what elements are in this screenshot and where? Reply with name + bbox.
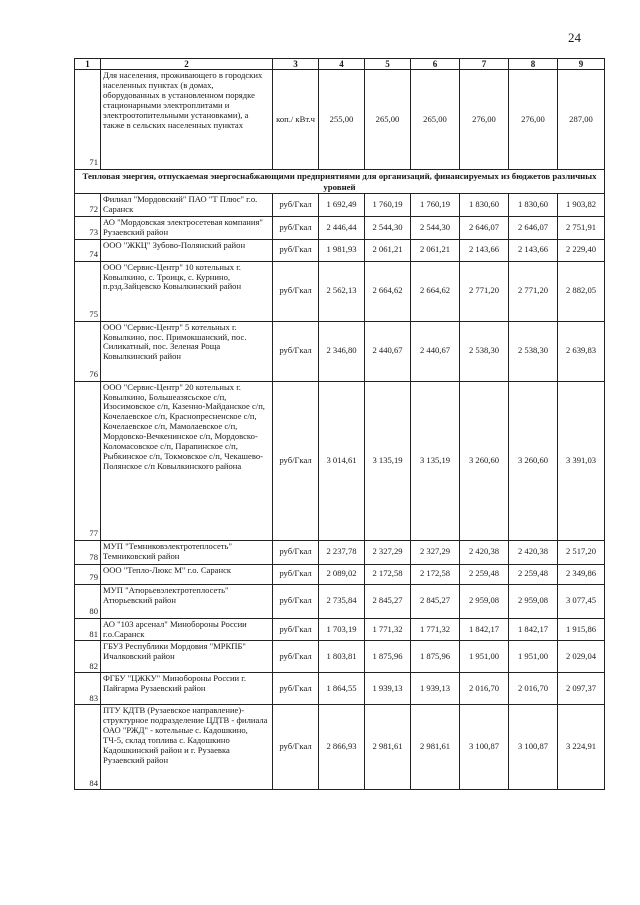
column-header: 9: [558, 59, 605, 70]
tariff-value: 2 016,70: [460, 673, 509, 705]
tariff-value: 2 172,58: [411, 564, 460, 584]
table-row: [75, 70, 605, 170]
row-number: 72: [75, 193, 101, 216]
unit: руб/Гкал: [273, 705, 319, 790]
row-number: 80: [75, 584, 101, 618]
tariff-value: 3 260,60: [509, 381, 558, 540]
tariff-value: 1 951,00: [509, 641, 558, 673]
tariff-table: [74, 58, 605, 790]
tariff-value: 1 864,55: [319, 673, 365, 705]
table-row: [75, 705, 605, 790]
tariff-value: 2 143,66: [509, 239, 558, 261]
tariff-value: 276,00: [460, 70, 509, 170]
tariff-value: 2 517,20: [558, 540, 605, 564]
tariff-value: 2 866,93: [319, 705, 365, 790]
tariff-value: 2 735,84: [319, 584, 365, 618]
table-row: [75, 216, 605, 239]
tariff-value: 3 224,91: [558, 705, 605, 790]
tariff-value: 2 639,83: [558, 321, 605, 381]
column-header: 7: [460, 59, 509, 70]
tariff-value: 3 260,60: [460, 381, 509, 540]
tariff-value: 2 143,66: [460, 239, 509, 261]
table-row: [75, 564, 605, 584]
tariff-value: 1 771,32: [411, 618, 460, 641]
unit: руб/Гкал: [273, 193, 319, 216]
table-row: [75, 540, 605, 564]
organization-name: ФГБУ "ЦЖКУ" Минобороны России г. Пайгарма Рузаевский район: [101, 673, 273, 705]
unit: руб/Гкал: [273, 673, 319, 705]
section-title: Тепловая энергия, отпускаемая энергоснабжающими предприятиями для организаций, финансируемых из бюджетов различных уровней: [75, 170, 605, 193]
tariff-value: 2 440,67: [365, 321, 411, 381]
tariff-value: 2 349,86: [558, 564, 605, 584]
tariff-value: 2 646,07: [460, 216, 509, 239]
table-row: [75, 641, 605, 673]
unit: коп./ кВт.ч: [273, 70, 319, 170]
tariff-value: 2 440,67: [411, 321, 460, 381]
tariff-value: 1 981,93: [319, 239, 365, 261]
tariff-value: 2 538,30: [509, 321, 558, 381]
organization-name: ООО "Тепло-Люкс М" г.о. Саранск: [101, 564, 273, 584]
organization-name: ООО "Сервис-Центр" 10 котельных г. Ковылкино, с. Троицк, с. Курнино, п.рзд.Зайцевско Ковылкинский район: [101, 261, 273, 321]
table-row: [75, 239, 605, 261]
tariff-value: 2 172,58: [365, 564, 411, 584]
unit: руб/Гкал: [273, 641, 319, 673]
tariff-value: 3 100,87: [509, 705, 558, 790]
tariff-value: 2 327,29: [365, 540, 411, 564]
unit: руб/Гкал: [273, 584, 319, 618]
tariff-value: 287,00: [558, 70, 605, 170]
column-header: 4: [319, 59, 365, 70]
tariff-value: 3 014,61: [319, 381, 365, 540]
tariff-value: 1 875,96: [365, 641, 411, 673]
row-number: 71: [75, 70, 101, 170]
tariff-value: 1 951,00: [460, 641, 509, 673]
tariff-value: 1 771,32: [365, 618, 411, 641]
tariff-value: 1 903,82: [558, 193, 605, 216]
tariff-value: 2 259,48: [509, 564, 558, 584]
tariff-value: 2 562,13: [319, 261, 365, 321]
tariff-value: 2 346,80: [319, 321, 365, 381]
page-number: 24: [568, 30, 581, 45]
organization-name: МУП "Атюрьевэлектротеплосеть" Атюрьевский район: [101, 584, 273, 618]
tariff-value: 2 029,04: [558, 641, 605, 673]
tariff-value: 255,00: [319, 70, 365, 170]
tariff-value: 2 237,78: [319, 540, 365, 564]
tariff-value: 2 016,70: [509, 673, 558, 705]
tariff-value: 1 915,86: [558, 618, 605, 641]
unit: руб/Гкал: [273, 540, 319, 564]
table-row: [75, 321, 605, 381]
tariff-value: 2 061,21: [365, 239, 411, 261]
tariff-value: 1 842,17: [460, 618, 509, 641]
tariff-value: 2 646,07: [509, 216, 558, 239]
tariff-value: 1 939,13: [365, 673, 411, 705]
row-number: 78: [75, 540, 101, 564]
tariff-value: 2 327,29: [411, 540, 460, 564]
organization-name: ООО "Сервис-Центр" 20 котельных г. Ковылкино, Большеазясьское с/п, Изосимовское с/п, Казенно-Майданское с/п, Кочелаевское с/п, Краснопресненское с/п, Кочелаевское с/п, Мамолаевское с/п, Мордовско-Вечкенинское с/п, Мордовско-Коломасовское с/п, Парапинское с/п, Рыбкинское с/п, Токмовское с/п, Чекашево-Полянское с/п Ковылкинского района: [101, 381, 273, 540]
tariff-value: 265,00: [365, 70, 411, 170]
tariff-value: 276,00: [509, 70, 558, 170]
tariff-value: 3 077,45: [558, 584, 605, 618]
row-number: 73: [75, 216, 101, 239]
tariff-value: 1 830,60: [460, 193, 509, 216]
table-row: [75, 618, 605, 641]
unit: руб/Гкал: [273, 321, 319, 381]
tariff-value: 1 939,13: [411, 673, 460, 705]
tariff-value: 2 420,38: [509, 540, 558, 564]
organization-name: АО "Мордовская электросетевая компания" Рузаевский район: [101, 216, 273, 239]
tariff-value: 2 959,08: [509, 584, 558, 618]
table-row: [75, 381, 605, 540]
tariff-value: 2 544,30: [411, 216, 460, 239]
tariff-value: 2 089,02: [319, 564, 365, 584]
organization-name: Филиал "Мордовский" ПАО "Т Плюс" г.о. Саранск: [101, 193, 273, 216]
table-row: [75, 261, 605, 321]
header-row: [75, 59, 605, 70]
tariff-value: 1 875,96: [411, 641, 460, 673]
tariff-value: 1 692,49: [319, 193, 365, 216]
column-header: 6: [411, 59, 460, 70]
table-row: [75, 193, 605, 216]
column-header: 1: [75, 59, 101, 70]
row-number: 76: [75, 321, 101, 381]
tariff-value: 2 845,27: [411, 584, 460, 618]
tariff-value: 2 771,20: [509, 261, 558, 321]
tariff-value: 1 703,19: [319, 618, 365, 641]
organization-name: АО "103 арсенал" Минобороны России г.о.Саранск: [101, 618, 273, 641]
tariff-value: 2 259,48: [460, 564, 509, 584]
tariff-value: 2 751,91: [558, 216, 605, 239]
unit: руб/Гкал: [273, 618, 319, 641]
tariff-value: 2 446,44: [319, 216, 365, 239]
tariff-value: 3 100,87: [460, 705, 509, 790]
tariff-value: 2 959,08: [460, 584, 509, 618]
unit: руб/Гкал: [273, 239, 319, 261]
table-row: [75, 673, 605, 705]
row-number: 84: [75, 705, 101, 790]
tariff-value: 2 664,62: [365, 261, 411, 321]
unit: руб/Гкал: [273, 564, 319, 584]
tariff-value: 1 760,19: [365, 193, 411, 216]
tariff-value: 2 097,37: [558, 673, 605, 705]
row-number: 75: [75, 261, 101, 321]
section-row: [75, 170, 605, 193]
row-number: 83: [75, 673, 101, 705]
tariff-value: 1 842,17: [509, 618, 558, 641]
unit: руб/Гкал: [273, 216, 319, 239]
column-header: 2: [101, 59, 273, 70]
row-number: 74: [75, 239, 101, 261]
tariff-value: 2 544,30: [365, 216, 411, 239]
organization-name: ПТУ КДТВ (Рузаевское направление)- структурное подразделение ЦДТВ - филиала ОАО "РЖД" - котельные с. Кадошкино, ТЧ-5, склад топлива с. Кадошкино Кадошкинский район и г. Рузаевка Рузаевский район: [101, 705, 273, 790]
tariff-value: 2 845,27: [365, 584, 411, 618]
row-number: 81: [75, 618, 101, 641]
tariff-value: 2 981,61: [365, 705, 411, 790]
tariff-value: 3 135,19: [411, 381, 460, 540]
tariff-value: 2 538,30: [460, 321, 509, 381]
unit: руб/Гкал: [273, 261, 319, 321]
row-number: 77: [75, 381, 101, 540]
organization-name: ГБУЗ Республики Мордовия "МРКПБ" Ичалковский район: [101, 641, 273, 673]
row-number: 79: [75, 564, 101, 584]
tariff-value: 2 229,40: [558, 239, 605, 261]
tariff-value: 265,00: [411, 70, 460, 170]
tariff-value: 3 391,03: [558, 381, 605, 540]
column-header: 3: [273, 59, 319, 70]
organization-name: ООО "Сервис-Центр" 5 котельных г. Ковылкино, пос. Примокшанский, пос. Силикатный, пос. Зеленая Роща Ковылкинский район: [101, 321, 273, 381]
tariff-value: 1 803,81: [319, 641, 365, 673]
tariff-value: 2 420,38: [460, 540, 509, 564]
tariff-value: 2 061,21: [411, 239, 460, 261]
organization-name: МУП "Темниковэлектротеплосеть" Темниковский район: [101, 540, 273, 564]
tariff-value: 2 882,05: [558, 261, 605, 321]
column-header: 5: [365, 59, 411, 70]
organization-name: ООО "ЖКЦ" Зубово-Полянский район: [101, 239, 273, 261]
tariff-value: 1 760,19: [411, 193, 460, 216]
column-header: 8: [509, 59, 558, 70]
table-row: [75, 584, 605, 618]
tariff-value: 2 664,62: [411, 261, 460, 321]
organization-name: Для населения, проживающего в городских населенных пунктах (в домах, оборудованных в установленном порядке стационарными электроплитами и электроотопительными установками), а также в сельских населенных пунктах: [101, 70, 273, 170]
row-number: 82: [75, 641, 101, 673]
tariff-value: 3 135,19: [365, 381, 411, 540]
unit: руб/Гкал: [273, 381, 319, 540]
tariff-value: 2 771,20: [460, 261, 509, 321]
tariff-value: 1 830,60: [509, 193, 558, 216]
tariff-value: 2 981,61: [411, 705, 460, 790]
